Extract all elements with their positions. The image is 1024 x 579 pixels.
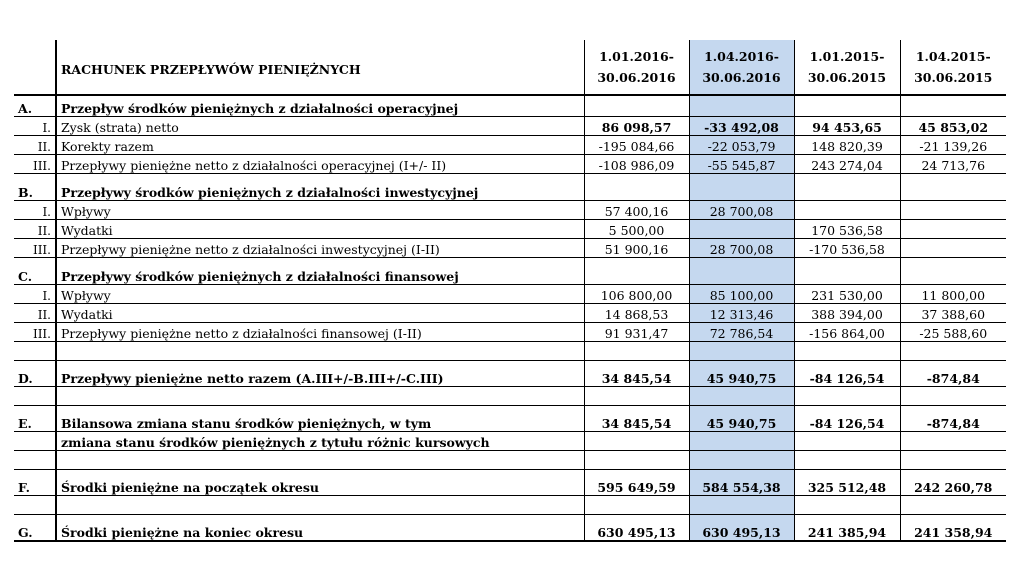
value-cell: 14 868,53 (584, 304, 689, 323)
value-cell: 94 453,65 (794, 117, 900, 136)
sub-label: zmiana stanu środków pieniężnych z tytułu różnic kursowych (56, 432, 584, 451)
sub-row (14, 432, 1006, 451)
value-cell: 85 100,00 (689, 285, 794, 304)
value-cell: 51 900,16 (584, 239, 689, 258)
cash-flow-statement (14, 40, 1006, 542)
statement-title: RACHUNEK PRZEPŁYWÓW PIENIĘŻNYCH (56, 40, 584, 95)
value-cell: 148 820,39 (794, 136, 900, 155)
value-cell: 45 853,02 (900, 117, 1006, 136)
value-cell: 241 385,94 (794, 515, 900, 542)
item-label: Wpływy (56, 201, 584, 220)
item-number: II. (14, 136, 56, 155)
item-label: Wpływy (56, 285, 584, 304)
value-cell: 34 845,54 (584, 361, 689, 387)
item-number: III. (14, 155, 56, 174)
period-header: 1.01.2015- 30.06.2015 (794, 40, 900, 95)
table-row (14, 304, 1006, 323)
section-letter: F. (14, 470, 56, 496)
section-header-row (14, 258, 1006, 285)
item-number: II. (14, 220, 56, 239)
value-cell: -84 126,54 (794, 406, 900, 432)
total-row (14, 406, 1006, 432)
value-cell: 5 500,00 (584, 220, 689, 239)
value-cell: -874,84 (900, 406, 1006, 432)
section-letter: D. (14, 361, 56, 387)
value-cell: 630 495,13 (584, 515, 689, 542)
table-row (14, 285, 1006, 304)
period-header: 1.04.2016- 30.06.2016 (689, 40, 794, 95)
value-cell: 584 554,38 (689, 470, 794, 496)
table-row (14, 220, 1006, 239)
value-cell: -195 084,66 (584, 136, 689, 155)
value-cell: 91 931,47 (584, 323, 689, 342)
item-number: I. (14, 201, 56, 220)
value-cell: 243 274,04 (794, 155, 900, 174)
section-letter: B. (14, 174, 56, 201)
section-letter: A. (14, 95, 56, 117)
value-cell: 106 800,00 (584, 285, 689, 304)
item-label: Wydatki (56, 304, 584, 323)
section-letter: C. (14, 258, 56, 285)
table-row (14, 155, 1006, 174)
period-header: 1.01.2016- 30.06.2016 (584, 40, 689, 95)
empty-row (14, 496, 1006, 515)
period-header: 1.04.2015- 30.06.2015 (900, 40, 1006, 95)
value-cell: -21 139,26 (900, 136, 1006, 155)
value-cell: 28 700,08 (689, 239, 794, 258)
value-cell: 86 098,57 (584, 117, 689, 136)
value-cell: -170 536,58 (794, 239, 900, 258)
item-label: Korekty razem (56, 136, 584, 155)
item-number: II. (14, 304, 56, 323)
item-number: I. (14, 117, 56, 136)
value-cell: 57 400,16 (584, 201, 689, 220)
table-row (14, 117, 1006, 136)
cash-flow-table (14, 40, 1006, 542)
section-header-row (14, 95, 1006, 117)
empty-row (14, 451, 1006, 470)
total-label: Środki pieniężne na początek okresu (56, 470, 584, 496)
value-cell (900, 201, 1006, 220)
item-label: Wydatki (56, 220, 584, 239)
item-label: Przepływy pieniężne netto z działalności operacyjnej (I+/- II) (56, 155, 584, 174)
table-row (14, 323, 1006, 342)
value-cell: 630 495,13 (689, 515, 794, 542)
empty-row (14, 387, 1006, 406)
section-letter: G. (14, 515, 56, 542)
value-cell (689, 220, 794, 239)
value-cell: -156 864,00 (794, 323, 900, 342)
value-cell: 11 800,00 (900, 285, 1006, 304)
section-letter: E. (14, 406, 56, 432)
value-cell: 241 358,94 (900, 515, 1006, 542)
value-cell: 231 530,00 (794, 285, 900, 304)
value-cell: 34 845,54 (584, 406, 689, 432)
total-row (14, 470, 1006, 496)
item-label: Zysk (strata) netto (56, 117, 584, 136)
header-row (14, 40, 1006, 95)
value-cell: 37 388,60 (900, 304, 1006, 323)
row-number-cell (14, 40, 56, 95)
item-number: III. (14, 239, 56, 258)
item-label: Przepływy pieniężne netto z działalności inwestycyjnej (I-II) (56, 239, 584, 258)
empty-row (14, 342, 1006, 361)
total-row (14, 361, 1006, 387)
value-cell: 170 536,58 (794, 220, 900, 239)
table-row (14, 239, 1006, 258)
value-cell: 595 649,59 (584, 470, 689, 496)
total-label: Przepływy pieniężne netto razem (A.III+/-B.III+/-C.III) (56, 361, 584, 387)
value-cell: -108 986,09 (584, 155, 689, 174)
section-title: Przepływ środków pieniężnych z działalności operacyjnej (56, 95, 584, 117)
section-title: Przepływy środków pieniężnych z działalności inwestycyjnej (56, 174, 584, 201)
value-cell: -22 053,79 (689, 136, 794, 155)
total-row (14, 515, 1006, 542)
item-number: III. (14, 323, 56, 342)
value-cell: 45 940,75 (689, 406, 794, 432)
value-cell: -55 545,87 (689, 155, 794, 174)
value-cell: 28 700,08 (689, 201, 794, 220)
total-label: Środki pieniężne na koniec okresu (56, 515, 584, 542)
value-cell: 325 512,48 (794, 470, 900, 496)
section-title: Przepływy środków pieniężnych z działalności finansowej (56, 258, 584, 285)
table-row (14, 136, 1006, 155)
value-cell: -25 588,60 (900, 323, 1006, 342)
value-cell: 24 713,76 (900, 155, 1006, 174)
value-cell (794, 201, 900, 220)
item-label: Przepływy pieniężne netto z działalności finansowej (I-II) (56, 323, 584, 342)
section-header-row (14, 174, 1006, 201)
value-cell (900, 239, 1006, 258)
value-cell: -874,84 (900, 361, 1006, 387)
table-row (14, 201, 1006, 220)
value-cell: -33 492,08 (689, 117, 794, 136)
total-label: Bilansowa zmiana stanu środków pieniężnych, w tym (56, 406, 584, 432)
value-cell: 242 260,78 (900, 470, 1006, 496)
value-cell (900, 220, 1006, 239)
value-cell: 72 786,54 (689, 323, 794, 342)
value-cell: 12 313,46 (689, 304, 794, 323)
value-cell: 388 394,00 (794, 304, 900, 323)
value-cell: 45 940,75 (689, 361, 794, 387)
item-number: I. (14, 285, 56, 304)
value-cell: -84 126,54 (794, 361, 900, 387)
